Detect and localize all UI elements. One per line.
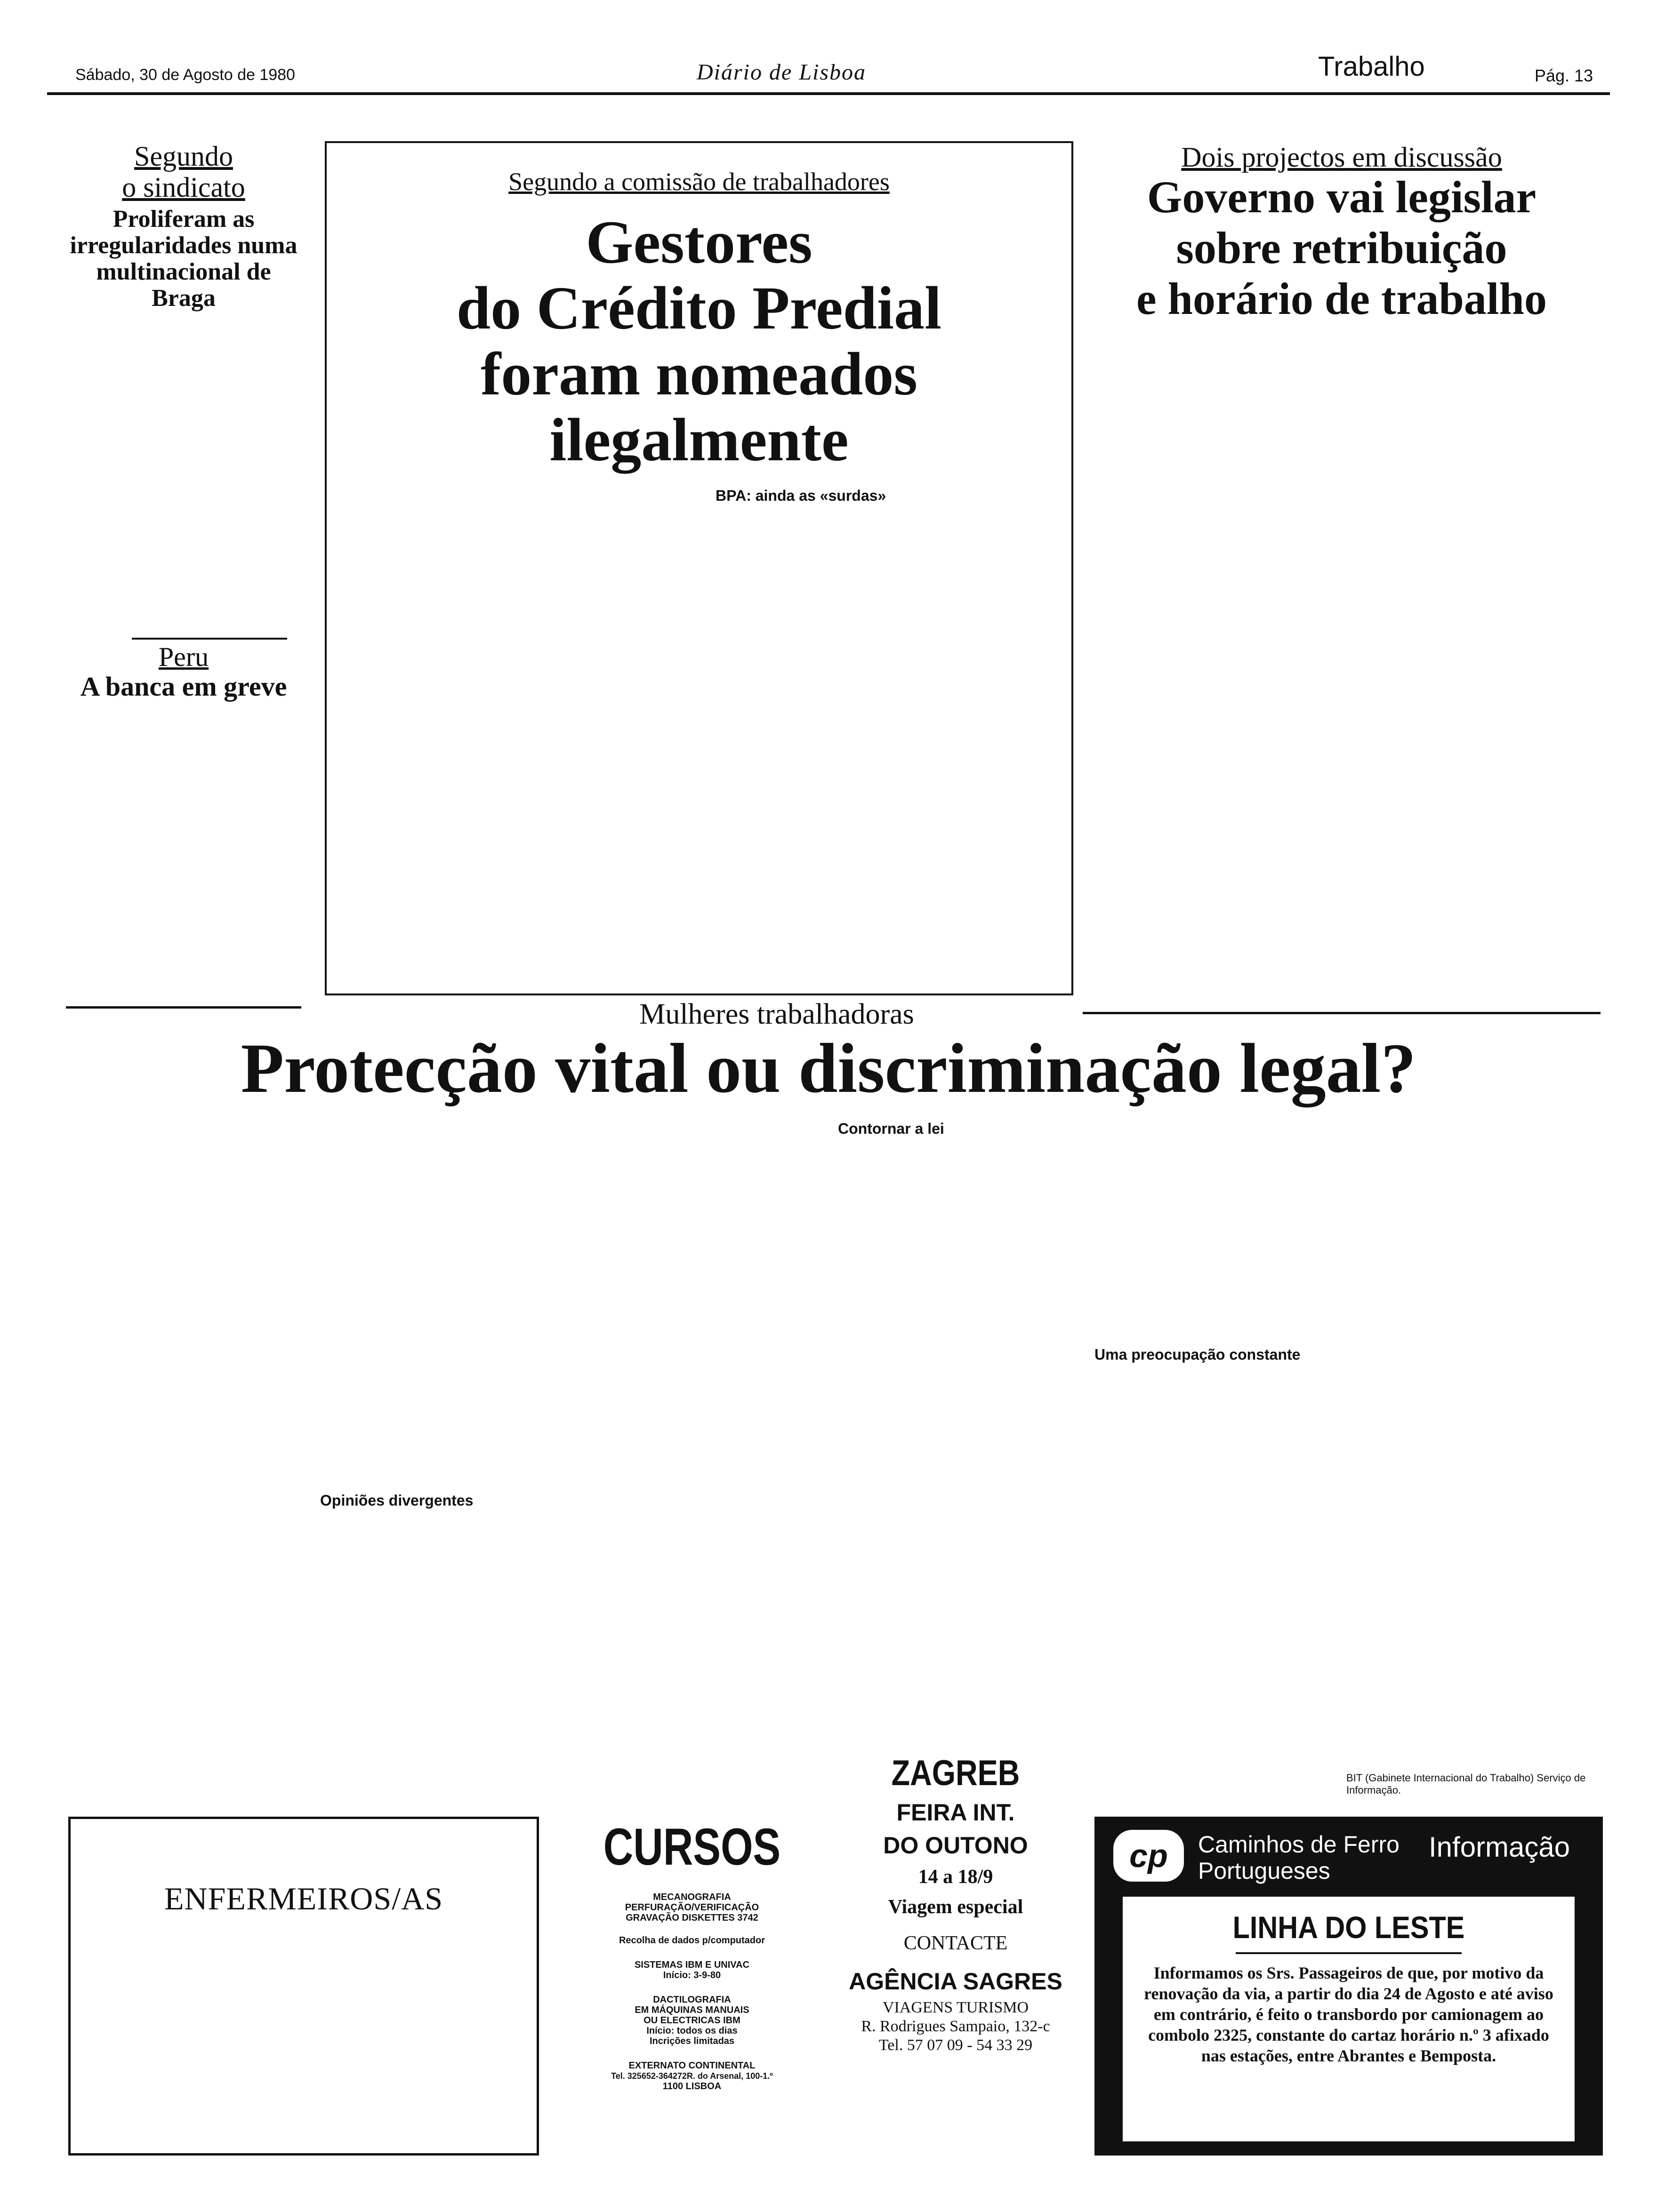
cursos-line-6: Início: 3-9-80 — [663, 1970, 721, 1980]
cursos-line-8: EM MÁQUINAS MANUAIS — [635, 2005, 749, 2015]
governo-headline — [1083, 172, 1601, 324]
masthead: Diário de Lisboa — [697, 60, 867, 85]
cp-brand-2: Portugueses — [1198, 1858, 1330, 1884]
zagreb-line-7: AGÊNCIA SAGRES — [849, 1968, 1062, 1995]
cp-notice-panel — [1123, 1897, 1575, 2141]
cursos-line-12: EXTERNATO CONTINENTAL — [628, 2060, 756, 2071]
cp-title-rule — [1236, 1952, 1462, 1954]
sindicato-kicker-2: o sindicato — [122, 172, 245, 203]
zagreb-line-1: ZAGREB — [891, 1753, 1020, 1793]
women-kicker: Mulheres trabalhadoras — [639, 998, 914, 1030]
cp-body: Informamos os Srs. Passageiros de que, por motivo da renovação da via, a partir do dia 24 de Agosto e até aviso em contrário, é feito o transbordo por camionagem ao combolo 2325, constante do cartaz horário n.º 3 afixado nas estações, entre Abrantes e Bemposta. — [1144, 1964, 1553, 2065]
zagreb-line-4: 14 a 18/9 — [918, 1866, 993, 1888]
cursos-line-10: Início: todos os dias — [646, 2026, 738, 2036]
cursos-line-1: MECANOGRAFIA — [653, 1892, 731, 1902]
issue-date: Sábado, 30 de Agosto de 1980 — [75, 66, 295, 84]
cp-ad — [1094, 1817, 1603, 2156]
enfermeiros-ad — [68, 1817, 539, 2156]
cursos-line-2: PERFURAÇÃO/VERIFICAÇÃO — [625, 1902, 759, 1913]
zagreb-line-8: VIAGENS TURISMO — [882, 1999, 1029, 2016]
right-bottom-rule — [1083, 1012, 1601, 1014]
gestores-kicker: Segundo a comissão de trabalhadores — [508, 168, 890, 196]
sindicato-headline: Proliferam as irregularidades numa multinacional de Braga — [70, 206, 298, 312]
peru-kicker: Peru — [158, 641, 209, 672]
cp-logo-icon: cp — [1113, 1830, 1184, 1882]
cursos-line-4: Recolha de dados p/computador — [619, 1935, 765, 1946]
zagreb-line-10: Tel. 57 07 09 - 54 33 29 — [878, 2036, 1033, 2054]
cursos-title: CURSOS — [603, 1818, 781, 1876]
left-divider — [132, 638, 287, 640]
sindicato-article — [66, 141, 301, 312]
women-credit: BIT (Gabinete Internacional do Trabalho) Serviço de Informação. — [1346, 1772, 1586, 1796]
page-number: Pág. 13 — [1535, 66, 1593, 85]
cursos-line-14: 1100 LISBOA — [662, 2081, 722, 2092]
cp-brand-1: Caminhos de Ferro — [1198, 1831, 1400, 1858]
gestores-headline — [330, 209, 1069, 473]
women-headline: Protecção vital ou discriminação legal? — [241, 1029, 1416, 1107]
enfermeiros-title: ENFERMEIROS/AS — [164, 1881, 443, 1916]
header-rule — [47, 92, 1610, 95]
gestores-headline-line4: ilegalmente — [549, 406, 849, 474]
peru-headline: A banca em greve — [80, 671, 287, 702]
cp-info: Informação — [1429, 1831, 1570, 1863]
sindicato-kicker-1: Segundo — [134, 141, 233, 172]
preocupacao-subhead: Uma preocupação constante — [1094, 1346, 1301, 1363]
cursos-line-11: Incrições limitadas — [649, 2036, 735, 2046]
cp-title: LINHA DO LESTE — [1232, 1910, 1465, 1945]
governo-headline-line3: e horário de trabalho — [1136, 273, 1547, 324]
governo-headline-line1: Governo vai legislar — [1147, 172, 1536, 222]
zagreb-line-6: CONTACTE — [903, 1932, 1008, 1954]
governo-headline-line2: sobre retribuição — [1176, 223, 1507, 273]
gestores-headline-line1: Gestores — [586, 208, 812, 276]
opinions-subhead: Opiniões divergentes — [320, 1492, 474, 1509]
cursos-line-9: OU ELECTRICAS IBM — [643, 2015, 740, 2026]
governo-kicker: Dois projectos em discussão — [1181, 142, 1502, 173]
zagreb-line-2: FEIRA INT. — [896, 1799, 1015, 1826]
cursos-line-3: GRAVAÇÃO DISKETTES 3742 — [626, 1913, 758, 1923]
left-bottom-rule — [66, 1006, 301, 1009]
gestores-headline-line3: foram nomeados — [481, 340, 917, 408]
zagreb-ad — [828, 1751, 1083, 2055]
cursos-line-13: Tel. 325652-364272R. do Arsenal, 100-1.º — [611, 2071, 773, 2081]
contornar-subhead: Contornar a lei — [838, 1120, 944, 1137]
gestores-headline-line2: do Crédito Predial — [456, 274, 942, 342]
cursos-line-5: SISTEMAS IBM E UNIVAC — [634, 1960, 750, 1970]
zagreb-line-3: DO OUTONO — [883, 1832, 1028, 1859]
peru-article — [66, 642, 301, 702]
cursos-ad — [565, 1817, 819, 2092]
cursos-line-7: DACTILOGRAFIA — [653, 1995, 731, 2005]
zagreb-line-5: Viagem especial — [888, 1896, 1023, 1918]
bpa-subhead: BPA: ainda as «surdas» — [716, 487, 886, 504]
section-title: Trabalho — [1318, 51, 1425, 82]
zagreb-line-9: R. Rodrigues Sampaio, 132-c — [861, 2018, 1050, 2035]
